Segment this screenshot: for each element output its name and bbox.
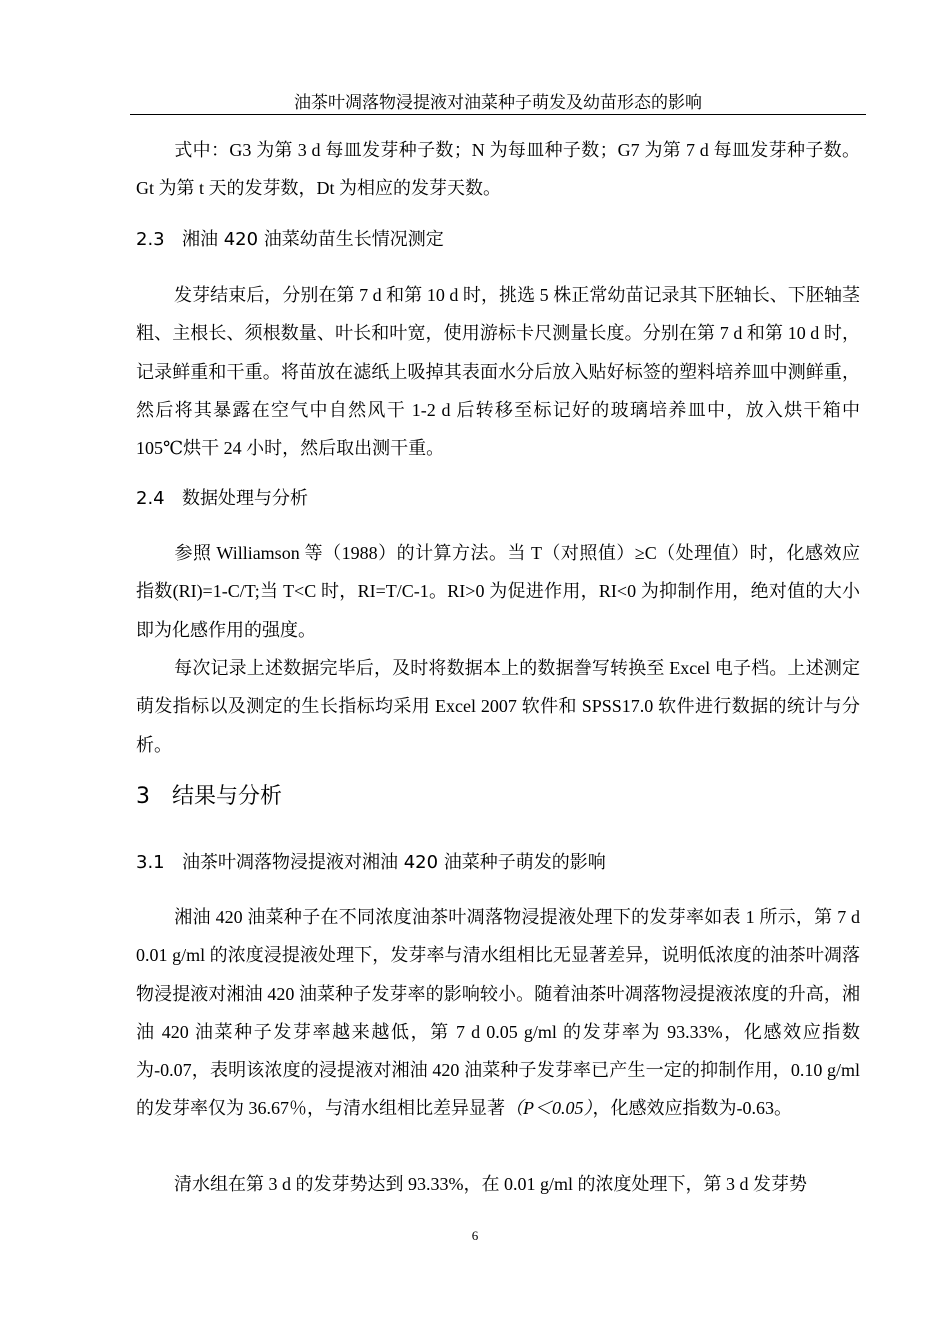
section-title: 油茶叶凋落物浸提液对湘油 420 油菜种子萌发的影响 xyxy=(182,852,606,873)
header-rule xyxy=(130,114,866,115)
section-heading-2-3 xyxy=(136,228,444,252)
data-processing-text: 每次记录上述数据完毕后，及时将数据本上的数据誊写转换至 Excel 电子档。上述测定萌发指标以及测定的生长指标均采用 Excel 2007 软件和 SPSS17.0 软件进行数据的统计与分析。 xyxy=(136,658,860,755)
page-number: 6 xyxy=(471,1228,479,1243)
seedling-growth-text: 发芽结束后，分别在第 7 d 和第 10 d 时，挑选 5 株正常幼苗记录其下胚轴长、下胚轴茎粗、主根长、须根数量、叶长和叶宽，使用游标卡尺测量长度。分别在第 7 d 和第 10 d 时，记录鲜重和干重。将苗放在滤纸上吸掉其表面水分后放入贴好标签的塑料培养皿中测鲜重，然后将其暴露在空气中自然风干 1-2 d 后转移至标记好的玻璃培养皿中，放入烘干箱中 105℃烘干 24 小时，然后取出测干重。 xyxy=(136,285,860,459)
allelopathy-index-text: 参照 Williamson 等（1988）的计算方法。当 T（对照值）≥C（处理值）时，化感效应指数(RI)=1-C/T;当 T<C 时，RI=T/C-1。RI>0 为促进作用，RI<0 为抑制作用，绝对值的大小即为化感作用的强度。 xyxy=(136,543,860,640)
germination-vigor-paragraph xyxy=(136,1165,860,1203)
section-heading-3 xyxy=(136,783,282,811)
section-number: 2.3 xyxy=(136,229,165,250)
section-number: 2.4 xyxy=(136,488,165,509)
allelopathy-index-paragraph xyxy=(136,534,860,649)
data-processing-paragraph xyxy=(136,649,860,764)
formula-explanation-text: 式中：G3 为第 3 d 每皿发芽种子数；N 为每皿种子数；G7 为第 7 d 每皿发芽种子数。Gt 为第 t 天的发芽数，Dt 为相应的发芽天数。 xyxy=(136,140,860,199)
formula-explanation-paragraph xyxy=(136,131,860,208)
section-title: 数据处理与分析 xyxy=(182,488,308,509)
germination-results-text: 湘油 420 油菜种子在不同浓度油茶叶凋落物浸提液处理下的发芽率如表 1 所示，第 7 d 0.01 g/ml 的浓度浸提液处理下，发芽率与清水组相比无显著差异，说明低浓度的油茶叶凋落物浸提液对湘油 420 油菜种子发芽率的影响较小。随着油茶叶凋落物浸提液浓度的升高，湘油 420 油菜种子发芽率越来越低，第 7 d 0.05 g/ml 的发芽率为 93.33%，化感效应指数为-0.07，表明该浓度的浸提液对湘油 420 油菜种子发芽率已产生一定的抑制作用，0.10 g/ml 的发芽率仅为 36.67％，与清水组相比差异显著 xyxy=(136,907,860,1119)
germination-results-tail: ，化感效应指数为-0.63。 xyxy=(592,1098,792,1119)
running-header: 油茶叶凋落物浸提液对油菜种子萌发及幼苗形态的影响 xyxy=(294,93,702,112)
seedling-growth-paragraph xyxy=(136,276,860,467)
germination-vigor-text: 清水组在第 3 d 的发芽势达到 93.33%，在 0.01 g/ml 的浓度处理下，第 3 d 发芽势 xyxy=(174,1174,807,1194)
section-title: 湘油 420 油菜幼苗生长情况测定 xyxy=(182,229,444,250)
section-heading-2-4 xyxy=(136,487,308,511)
section-heading-3-1 xyxy=(136,851,606,875)
section-title: 结果与分析 xyxy=(172,784,283,809)
significance-note: （P＜0.05） xyxy=(505,1098,593,1119)
section-number: 3 xyxy=(136,784,150,809)
germination-results-paragraph xyxy=(136,898,860,1128)
section-number: 3.1 xyxy=(136,852,165,873)
